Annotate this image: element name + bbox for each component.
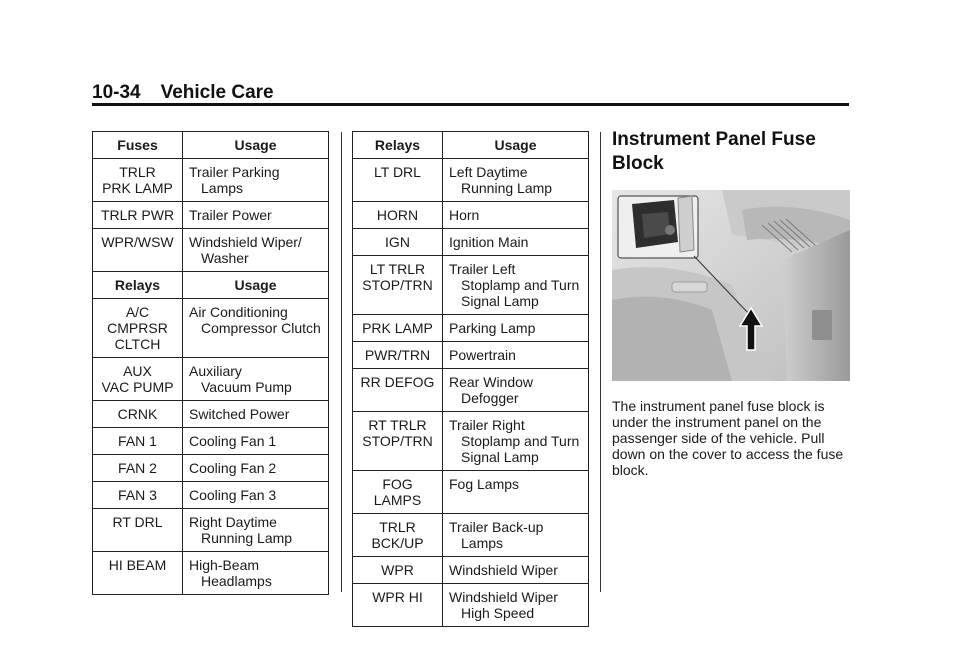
table-row xyxy=(93,552,329,595)
usage-cell xyxy=(183,482,329,509)
usage-line: Left Daytime xyxy=(449,164,528,180)
code-cell xyxy=(93,482,183,509)
usage-cell xyxy=(443,412,589,471)
usage-cell xyxy=(443,471,589,514)
code-line: FAN 2 xyxy=(118,460,157,476)
code-line: CMPRSR xyxy=(107,320,168,336)
usage-line: Trailer Back-up xyxy=(449,519,544,535)
code-line: TRLR PWR xyxy=(100,207,175,223)
code-line: VAC PUMP xyxy=(101,379,174,395)
usage-line: Washer xyxy=(201,250,249,266)
usage-cell xyxy=(443,229,589,256)
code-line: AUX xyxy=(123,363,152,379)
code-line: FAN 3 xyxy=(118,487,157,503)
usage-line: Switched Power xyxy=(189,406,290,422)
instrument-panel-description: The instrument panel fuse block is under the instrument panel on the passenger side of the vehicle. Pull down on the cover to access the fuse block. xyxy=(612,398,844,478)
code-cell xyxy=(93,509,183,552)
usage-line: Trailer Power xyxy=(189,207,272,223)
usage-line: Windshield Wiper xyxy=(449,589,558,605)
code-line: FAN 1 xyxy=(118,433,157,449)
code-cell xyxy=(93,401,183,428)
code-line: STOP/TRN xyxy=(362,433,433,449)
usage-cell xyxy=(183,202,329,229)
usage-line: Defogger xyxy=(461,390,519,406)
usage-cell xyxy=(183,299,329,358)
table-row xyxy=(93,428,329,455)
table-row xyxy=(353,159,589,202)
usage-cell xyxy=(183,401,329,428)
column-header: Fuses xyxy=(93,132,183,159)
usage-line: Signal Lamp xyxy=(461,293,539,309)
table-row xyxy=(353,342,589,369)
relays-table xyxy=(92,271,329,595)
usage-line: Air Conditioning xyxy=(189,304,288,320)
table-row xyxy=(353,584,589,627)
column-header: Usage xyxy=(443,132,589,159)
column-header: Usage xyxy=(183,272,329,299)
table-row xyxy=(353,412,589,471)
code-cell xyxy=(353,471,443,514)
code-cell xyxy=(353,256,443,315)
usage-line: Windshield Wiper/ xyxy=(189,234,302,250)
usage-line: Running Lamp xyxy=(201,530,293,546)
column-divider-1 xyxy=(341,132,342,592)
usage-line: Headlamps xyxy=(201,573,272,589)
usage-line: Cooling Fan 1 xyxy=(189,433,277,449)
code-cell xyxy=(93,552,183,595)
column-header: Relays xyxy=(353,132,443,159)
table-row xyxy=(353,557,589,584)
code-line: HI BEAM xyxy=(108,557,167,573)
code-cell xyxy=(353,342,443,369)
code-cell xyxy=(353,514,443,557)
usage-cell xyxy=(183,159,329,202)
header-rule xyxy=(92,103,849,106)
code-cell xyxy=(93,229,183,272)
code-cell xyxy=(353,584,443,627)
page-header xyxy=(92,82,274,104)
code-line: PRK LAMP xyxy=(362,320,433,336)
usage-line: Powertrain xyxy=(449,347,516,363)
table-row xyxy=(93,229,329,272)
code-line: HORN xyxy=(376,207,419,223)
usage-line: Lamps xyxy=(201,180,244,196)
code-line: IGN xyxy=(385,234,410,250)
code-line: LT DRL xyxy=(374,164,421,180)
code-line: PRK LAMP xyxy=(102,180,173,196)
code-line: RT DRL xyxy=(112,514,163,530)
table-row xyxy=(93,482,329,509)
table-row xyxy=(93,509,329,552)
code-cell xyxy=(93,358,183,401)
usage-cell xyxy=(183,455,329,482)
usage-cell xyxy=(443,557,589,584)
usage-line: Trailer Left xyxy=(449,261,516,277)
usage-cell xyxy=(443,159,589,202)
usage-cell xyxy=(183,358,329,401)
code-cell xyxy=(93,455,183,482)
usage-cell xyxy=(183,509,329,552)
usage-line: Horn xyxy=(449,207,480,223)
instrument-panel-title: Instrument Panel Fuse Block xyxy=(612,129,816,174)
table-header-row xyxy=(353,132,589,159)
usage-line: Trailer Parking xyxy=(189,164,280,180)
code-line: TRLR xyxy=(119,164,156,180)
code-line: WPR HI xyxy=(372,589,423,605)
table-row xyxy=(93,401,329,428)
usage-cell xyxy=(443,342,589,369)
relays-table xyxy=(352,131,589,627)
page-number: 10-34 xyxy=(92,82,141,103)
code-line: RR DEFOG xyxy=(360,374,435,390)
code-line: RT TRLR xyxy=(368,417,427,433)
code-line: LT TRLR xyxy=(369,261,426,277)
table-row xyxy=(353,369,589,412)
table-row xyxy=(353,315,589,342)
code-line: WPR xyxy=(381,562,414,578)
table-row xyxy=(93,159,329,202)
usage-line: Cooling Fan 2 xyxy=(189,460,277,476)
usage-line: Lamps xyxy=(461,535,504,551)
usage-cell xyxy=(443,315,589,342)
code-cell xyxy=(353,202,443,229)
usage-line: Right Daytime xyxy=(189,514,277,530)
code-cell xyxy=(93,159,183,202)
table-row xyxy=(353,256,589,315)
table-row xyxy=(353,514,589,557)
usage-cell xyxy=(443,256,589,315)
code-cell xyxy=(353,315,443,342)
usage-line: High Speed xyxy=(461,605,535,621)
usage-line: Parking Lamp xyxy=(449,320,536,336)
usage-cell xyxy=(443,584,589,627)
usage-line: Auxiliary xyxy=(189,363,242,379)
usage-line: Trailer Right xyxy=(449,417,525,433)
column-header: Relays xyxy=(93,272,183,299)
usage-line: Rear Window xyxy=(449,374,534,390)
code-line: STOP/TRN xyxy=(362,277,433,293)
usage-cell xyxy=(443,514,589,557)
usage-line: Fog Lamps xyxy=(449,476,520,492)
fuses-table xyxy=(92,131,329,272)
usage-cell xyxy=(183,428,329,455)
usage-cell xyxy=(443,369,589,412)
usage-line: Running Lamp xyxy=(461,180,553,196)
usage-line: Compressor Clutch xyxy=(201,320,321,336)
usage-line: Windshield Wiper xyxy=(449,562,558,578)
code-line: BCK/UP xyxy=(371,535,424,551)
column-header: Usage xyxy=(183,132,329,159)
section-title-header: Vehicle Care xyxy=(160,82,274,103)
usage-cell xyxy=(443,202,589,229)
code-cell xyxy=(93,299,183,358)
table-row xyxy=(93,299,329,358)
code-line: TRLR xyxy=(379,519,416,535)
usage-cell xyxy=(183,552,329,595)
table-row xyxy=(353,229,589,256)
table-row xyxy=(353,202,589,229)
code-line: PWR/TRN xyxy=(364,347,431,363)
code-line: CLTCH xyxy=(114,336,161,352)
code-cell xyxy=(93,202,183,229)
code-line: WPR/WSW xyxy=(101,234,174,250)
usage-line: Vacuum Pump xyxy=(201,379,292,395)
usage-line: Stoplamp and Turn xyxy=(461,433,580,449)
table-row xyxy=(353,471,589,514)
code-line: A/C xyxy=(125,304,150,320)
usage-cell xyxy=(183,229,329,272)
code-line: CRNK xyxy=(117,406,158,422)
code-cell xyxy=(353,412,443,471)
code-cell xyxy=(353,159,443,202)
code-cell xyxy=(93,428,183,455)
usage-line: Signal Lamp xyxy=(461,449,539,465)
table-row xyxy=(93,202,329,229)
code-cell xyxy=(353,369,443,412)
table-header-row xyxy=(93,132,329,159)
fuse-block-location-illustration xyxy=(612,190,850,381)
table-row xyxy=(93,358,329,401)
code-cell xyxy=(353,229,443,256)
code-line: FOG LAMPS xyxy=(373,476,422,508)
usage-line: High-Beam xyxy=(189,557,260,573)
usage-line: Ignition Main xyxy=(449,234,529,250)
usage-line: Stoplamp and Turn xyxy=(461,277,580,293)
table-row xyxy=(93,455,329,482)
code-cell xyxy=(353,557,443,584)
usage-line: Cooling Fan 3 xyxy=(189,487,277,503)
column-divider-2 xyxy=(600,132,601,592)
table-header-row xyxy=(93,272,329,299)
